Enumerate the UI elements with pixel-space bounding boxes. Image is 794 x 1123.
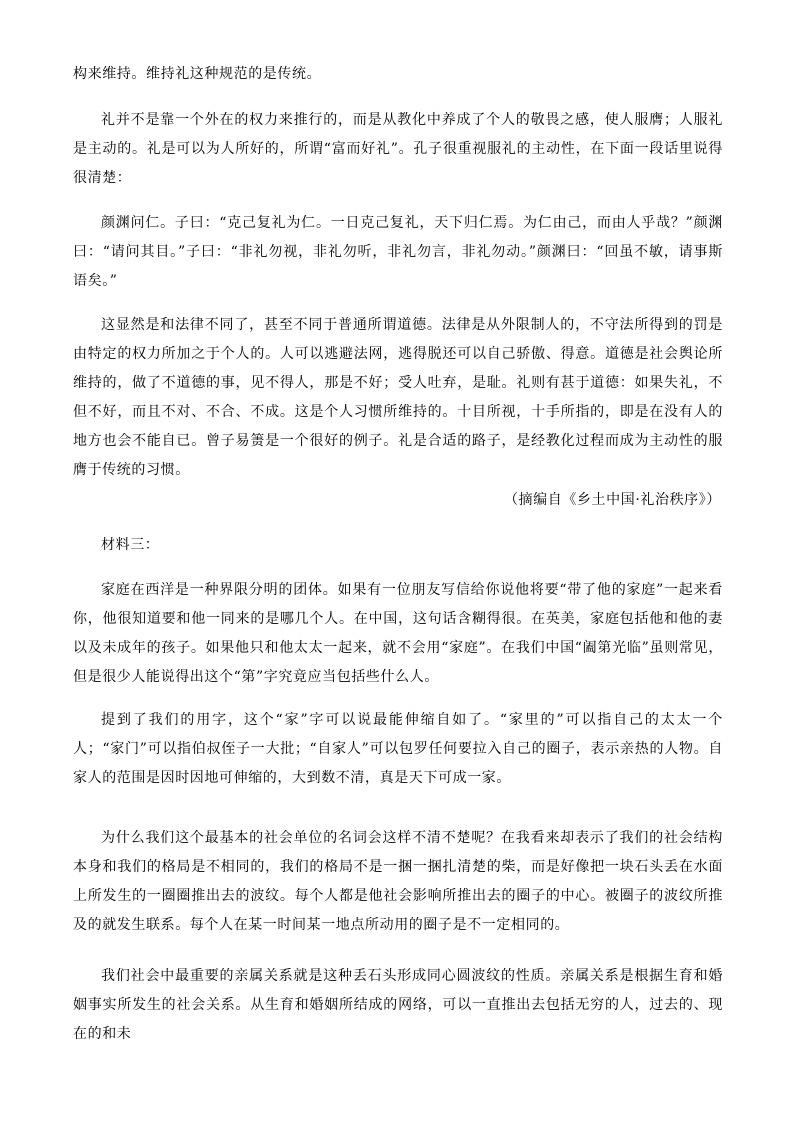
source-citation: （摘编自《乡土中国·礼治秩序》） [503,492,721,508]
paragraph-li-initiative: 礼并不是靠一个外在的权力来推行的，而是从教化中养成了个人的敬畏之感，使人服膺；人服礼是主动的。礼是可以为人所好的，所谓“富而好礼”。孔子很重视服礼的主动性，在下面一段话里说得很清楚： [73,112,723,186]
paragraph-yan-yuan-quote: 颜渊问仁。子曰：“克己复礼为仁。一日克己复礼，天下归仁焉。为仁由己，而由人乎哉？”颜渊曰：“请问其目。”子曰：“非礼勿视，非礼勿听，非礼勿言，非礼勿动。”颜渊曰：“回虽不敏，请事斯语矣。” [73,215,723,289]
paragraph-continuation: 构来维持。维持礼这种规范的是传统。 [73,66,322,82]
section-heading-material-three: 材料三： [101,537,160,553]
paragraph-kinship: 我们社会中最重要的亲属关系就是这种丢石头形成同心圆波纹的性质。亲属关系是根据生育和婚姻事实所发生的社会关系。从生育和婚姻所结成的网络，可以一直推出去包括无穷的人，过去的、现在的和未 [73,968,723,1042]
paragraph-western-family: 家庭在西洋是一种界限分明的团体。如果有一位朋友写信给你说他将要“带了他的家庭”一起来看你，他很知道要和他一同来的是哪几个人。在中国，这句话含糊得很。在英美，家庭包括他和他的妻以及未成年的孩子。如果他只和他太太一起来，就不会用“家庭”。在我们中国“阖第光临”虽则常见，但是很少人能说得出这个“第”字究竟应当包括些什么人。 [73,582,723,685]
paragraph-law-vs-morality: 这显然是和法律不同了，甚至不同于普通所谓道德。法律是从外限制人的，不守法所得到的罚是由特定的权力所加之于个人的。人可以逃避法网，逃得脱还可以自己骄傲、得意。道德是社会舆论所维持的，做了不道德的事，见不得人，那是不好；受人吐弃，是耻。礼则有甚于道德：如果失礼，不但不好，而且不对、不合、不成。这是个人习惯所维持的。十目所视，十手所指的，即是在没有人的地方也会不能自已。曾子易箦是一个很好的例子。礼是合适的路子，是经教化过程而成为主动性的服膺于传统的习惯。 [73,317,723,478]
paragraph-ripple-structure: 为什么我们这个最基本的社会单位的名词会这样不清不楚呢？在我看来却表示了我们的社会结构本身和我们的格局是不相同的，我们的格局不是一捆一捆扎清楚的柴，而是好像把一块石头丢在水面上所发生的一圈圈推出去的波纹。每个人都是他社会影响所推出去的圈子的中心。被圈子的波纹所推及的就发生联系。每个人在某一时间某一地点所动用的圈子是不一定相同的。 [73,830,723,933]
paragraph-jia-character: 提到了我们的用字，这个“家”字可以说最能伸缩自如了。“家里的”可以指自己的太太一个人；“家门”可以指伯叔侄子一大批；“自家人”可以包罗任何要拉入自己的圈子，表示亲热的人物。自家人的范围是因时因地可伸缩的，大到数不清，真是天下可成一家。 [73,712,723,786]
